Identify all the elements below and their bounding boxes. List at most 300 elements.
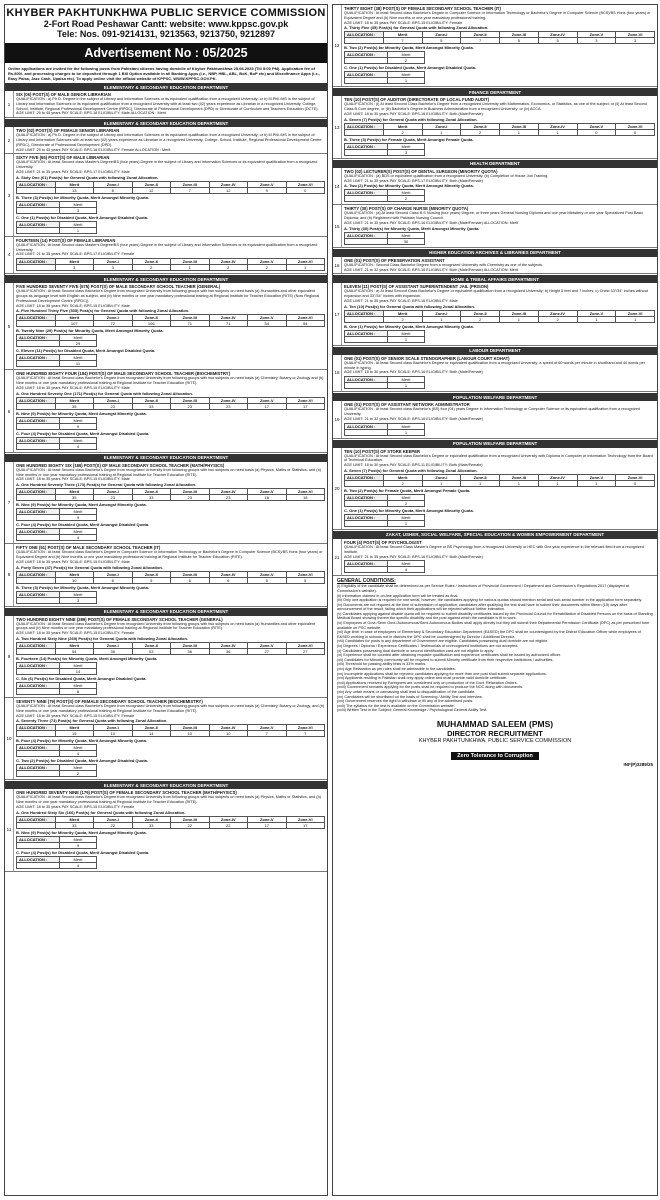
serial-number: 12 [333,5,342,86]
merit-value: 1 [60,227,97,233]
post-section [5,91,327,118]
merit-allocation-table [344,51,425,64]
zone-value: 33 [132,822,171,828]
zone-value: 15 [55,731,94,737]
zone-value: 1 [422,316,461,322]
quota-subheading: C. Four (4) Post(s) for Disabled Quota, Merit Amongst Disabled Quota. [16,849,150,855]
post-section [5,127,327,154]
zone-allocation-table [16,397,325,410]
post-qualification: QUALIFICATION : At least Second class Bachelor's (BS) four (04) years Degree in Information Technology or Computer Science or its equivalent qualification from a recognized University. [344,407,640,416]
blank-cell [345,520,388,526]
zone-header: Zone-II [461,123,500,129]
zone-header: Zone-I [422,474,461,480]
zone-header: Zone-III [500,310,539,316]
blank-cell [17,535,60,541]
post-section [5,544,327,606]
merit-value: 1 [388,336,425,342]
post-section [5,789,327,871]
allocation-label: ALLOCATION : [345,377,388,383]
blank-cell [345,567,388,573]
post-age-limit: AGE LIMIT: 18 to 35 years PAY SCALE: BPS-15 ELIGIBILITY: Male [16,385,130,390]
merit-values-row [17,668,97,674]
allocation-label: ALLOCATION : [345,310,384,316]
commission-phones: Tele: Nos. 091-9214131, 9213563, 9213750, 9212897 [56,29,275,39]
blank-cell [345,383,388,389]
zone-value: 27 [248,648,287,654]
post-age-limit: AGE LIMIT: 18 to 35 years PAY SCALE: BPS-15 ELIGIBILITY: Female [16,631,135,636]
merit-header: Merit [388,52,425,58]
merit-header: Merit [60,591,97,597]
post-body [342,168,657,205]
zone-header: Zone-III [171,642,210,648]
merit-header: Merit [60,662,97,668]
blank-cell [17,403,56,409]
merit-value: 4 [60,862,97,868]
zone-value: 10 [55,577,94,583]
commission-address: 2-Fort Road Peshawar Cantt: website: www.kppsc.gov.pk [43,19,289,29]
merit-header: Merit [388,494,425,500]
post-age-limit: AGE LIMIT: 18 to 35 years PAY SCALE: BPS-15 ELIGIBILITY: Male [16,559,130,564]
allocation-label: ALLOCATION : [17,529,60,535]
blank-cell [17,862,60,868]
quota-subheading: B. Two (2) Post(s) for Female Quota, Merit Amongst Female Quota. [344,487,471,493]
serial-number: 4 [5,237,14,273]
department-header: ELEMENTARY & SECONDARY EDUCATION DEPARTMENT [5,781,327,789]
zone-header: Zone-I [94,725,133,731]
merit-header: Merit [60,335,97,341]
quota-subheading: C. One (1) Post(s) for Disabled Quota, Merit Amongst Disabled Quota. [16,214,149,220]
post-section [333,283,657,345]
post-section [5,698,327,780]
merit-allocation-table [344,71,425,84]
merit-header: Merit [55,397,94,403]
quota-subheading: A. One Hundred Seventy One (171) Post(s) for General Quota with following Zonal Allocation. [16,390,193,396]
zone-value: 2 [132,265,171,271]
allocation-label: ALLOCATION : [345,190,388,196]
merit-values-row [17,443,97,449]
allocation-label: ALLOCATION : [17,745,60,751]
post-qualification: QUALIFICATION : At least Second class Bachelor's Degree from recognized University from following groups with two subjects on need basis (a) Humanities and other equivalent groups and (b) Nine months or one year mandatory professional training at Regional Institute for Teacher Education (RITE). [16,621,316,631]
merit-header: Merit [388,232,425,238]
serial-number: 13 [333,96,342,157]
post-qualification: QUALIFICATION : At least Second Class Master's Degree or BS Psychology from a recognized University or HEC with One year experience in the relevant field from a recognized institute. [344,544,644,554]
post-title: TEN (10) POST(S) OF AUDITOR (DIRECTORATE OF LOCAL FUND AUDIT) [344,97,490,103]
zone-header: Zone-IV [538,474,577,480]
zone-value: 2 [383,480,422,486]
zone-value: 106 [132,321,171,327]
post-section [333,257,657,275]
zone-value: 71 [171,321,210,327]
post-body [14,237,327,273]
post-title: ONE HUNDRED SEVENTY NINE (179) POST(S) OF FEMALE SECONDARY SCHOOL TEACHER (MATH/PHYSICS) [16,790,237,796]
department-header: HOME & TRIBAL AFFAIRS DEPARTMENT [333,275,657,283]
zone-value: 2 [383,316,422,322]
merit-header: Merit [55,181,94,187]
zone-value: 9 [248,187,287,193]
quota-subheading: B. Three (3) Post(s) for Minority Quota, Merit Amongst Minority Quota. [16,194,149,200]
post-title: ONE (01) POST(S) OF SENIOR SCALE STENOGRAPHER (LABOUR COURT KOHAT) [344,355,510,361]
zone-allocation-table [16,571,325,584]
zone-value: 3 [577,38,616,44]
condition-item: (ix) Degrees / Diploma / Experience Certificates / Testimonials of unrecognized institutions are not accepted. [337,644,519,649]
condition-item: (xviii) Government servants applying for the posts shall be required to produce the NOC along with documents. [337,685,524,690]
merit-header: Merit [388,561,425,567]
zone-values-row [345,316,655,322]
post-qualification: QUALIFICATION : At least Second class Bachelor's Degree from recognized University from following groups with two subjects on need basis (a) Physics, Maths or Statistics, and (b) Nine months or one year mandatory professional training at Regional Institute for Teacher Education (RITE). [16,467,321,477]
merit-header: Merit [60,745,97,751]
post-qualification: QUALIFICATION : At least Second class Bachelor's Degree from recognized University from following groups with two subjects on need basis (a) Chemistry, Botany or Zoology, and (b) Nine months or one year mandatory professional training at Regional Institute for Teacher Education (RITE). [16,703,325,713]
zone-value: 54 [286,321,325,327]
department-header: LABOUR DEPARTMENT [333,347,657,355]
right-sections [333,5,657,576]
signatory-name: MUHAMMAD SALEEM (PMS) [436,718,554,729]
quota-subheading: A. Seven (7) Post(s) for General Quota with following Zonal Allocation. [344,467,478,473]
zone-value: 27 [286,648,325,654]
post-body [14,370,327,451]
condition-item: (x) Candidates possessing dual domicile or second identification card are not eligible to apply. [337,648,495,653]
merit-allocation-table [344,514,425,527]
quota-subheading: B. Four (4) Post(s) for Minority Quota, Merit Amongst Minority Quota. [16,738,147,744]
post-title: ONE HUNDRED EIGHTY SIX (186) POST(S) OF MALE SECONDARY SCHOOL TEACHER (MATH/PHYSICS) [16,462,225,468]
allocation-label: ALLOCATION : [345,330,388,336]
post-title: SEVENTY NINE (79) POST(S) OF FEMALE SECONDARY SCHOOL TEACHER (BIOCHEMISTRY) [16,698,203,704]
allocation-label: ALLOCATION : [345,514,388,520]
zone-header: Zone-II [132,725,171,731]
quota-subheading: C. Eleven (11) Post(s) for Disabled Quota, Merit Amongst Disabled Quota. [16,348,156,354]
post-title: TEN (10) POST(S) OF STORE KEEPER [344,448,421,454]
zone-header: Zone-II [132,489,171,495]
zone-values-row [17,495,325,501]
blank-cell [17,842,60,848]
allocation-label: ALLOCATION : [17,509,60,515]
zone-values-row [345,129,655,135]
condition-item: (xxi) Government reserves the right to withdraw or fill any of the advertised posts. [337,699,474,704]
zone-value: 1 [171,265,210,271]
zone-values-row [17,403,325,409]
header [5,5,327,41]
quota-subheading: B. Nine (9) Post(s) for Minority Quota, Merit Amongst Minority Quota. [16,502,147,508]
merit-values-row [17,842,97,848]
blank-cell [17,423,60,429]
merit-values-row [17,688,97,694]
quota-subheading: C. Four (4) Post(s) for Disabled Quota, Merit Amongst Disabled Quota. [16,522,150,528]
zone-header: Zone-III [171,571,210,577]
merit-allocation-table [16,508,97,521]
zone-header: Zone-VI [616,32,655,38]
zone-header: Zone-II [132,816,171,822]
zone-header: Zone-II [461,32,500,38]
zone-header: Zone-III [171,489,210,495]
post-section [333,355,657,392]
merit-allocation-table [16,836,97,849]
allocation-label: ALLOCATION : [17,591,60,597]
post-body [14,91,327,117]
merit-header: Merit [55,489,94,495]
serial-number: 19 [333,401,342,437]
general-conditions-list [337,584,653,713]
merit-values-row [17,227,97,233]
post-body [14,154,327,235]
allocation-label: ALLOCATION : [17,662,60,668]
post-age-limit: AGE LIMIT: 21 to 35 years PAY SCALE: BPS-16 ELIGIBILITY: Both (Male/Female) [344,554,483,559]
zone-header: Zone-I [94,315,133,321]
department-header: HEALTH DEPARTMENT [333,160,657,168]
zone-value: 53 [132,648,171,654]
zone-value: 5 [248,577,287,583]
post-title: TWO (02) POST(S) OF FEMALE SENIOR LIBRARIAN [16,128,120,134]
merit-value: 9 [60,423,97,429]
blank-cell [345,238,388,244]
merit-allocation-table [16,221,97,234]
post-body [342,257,657,274]
merit-values-row [345,149,425,155]
zone-value: 7 [383,38,422,44]
post-body [342,355,657,391]
merit-header: Merit [388,377,425,383]
merit-header: Merit [60,836,97,842]
zone-header: Zone-IV [209,315,248,321]
condition-item: (xxiii) Written Test in the Subject; General Knowledge / Psychological General Ability Test. [337,708,488,713]
zone-header: Zone-III [171,725,210,731]
merit-allocation-table [16,744,97,757]
merit-header: Merit [388,72,425,78]
zone-header: Zone-VI [286,315,325,321]
merit-values-row [345,336,425,342]
blank-cell [17,187,56,193]
zone-value: 18 [286,495,325,501]
blank-cell [345,429,388,435]
quota-subheading: B. Three (3) Post(s) for Minority Quota, Merit Amongst Minority Quota. [16,584,149,590]
quota-subheading: B. One (1) Post(s) for Minority Quota, Merit Amongst Minority Quota. [344,323,474,329]
zone-value: 2 [461,316,500,322]
merit-value: 3 [60,597,97,603]
quota-subheading: B. Three (3) Post(s) for Female Quota, Merit Amongst Female Quota. [344,136,474,142]
zone-header: Zone-V [248,315,287,321]
post-title: SIXTY FIVE (65) POST(S) OF MALE LIBRARIAN [16,155,110,161]
post-qualification: QUALIFICATION : At least Second class Master's Degree/BS (four years) Degree in the subject of Library and Information Sciences or its equivalent qualification from a recognized University. [16,160,318,170]
merit-value: 11 [60,361,97,367]
condition-item: (xii) Candidates for Minority community will be required to submit Minority certificate from their respective institutions / authorities. [337,657,554,662]
zone-header: Zone-I [94,489,133,495]
merit-value: 1 [388,520,425,526]
condition-item: (ii) Information claimed in on-line application form will be treated as final. [337,593,459,598]
condition-item: (xxii) The syllabus for the test is available on the Commission website. [337,703,455,708]
zone-header: Zone-V [248,397,287,403]
blank-cell [17,495,56,501]
post-age-limit: AGE LIMIT: 18 to 35 years PAY SCALE: BPS-15 ELIGIBILITY: Female [344,20,463,25]
merit-header: Merit [55,725,94,731]
zone-header: Zone-IV [209,259,248,265]
zone-header: Zone-IV [538,123,577,129]
merit-header: Merit [60,437,97,443]
condition-item: (xvii) Applications received by Foreigners are considered only on production of the Govt. Relaxation Orders. [337,680,518,685]
merit-header: Merit [55,642,94,648]
merit-values-row [345,78,425,84]
condition-item: (vi) Employees of Govt./Semi Govt./Autonomous/Semi Autonomous Bodies shall apply directly but they will submit their Departmental Permission Certificate (DPC) as per prescribed form available on PSC website. [337,621,650,630]
merit-header: Merit [55,571,94,577]
post-age-limit: AGE LIMIT: 21 to 32 years PAY SCALE: BPS-16 ELIGIBILITY: Both (Male/Female) ALLOCATION: Merit [344,267,519,272]
zone-allocation-table [344,31,655,44]
serial-number: 5 [5,283,14,369]
serial-number: 16 [333,257,342,274]
zone-header: Zone-IV [209,571,248,577]
blank-cell [345,500,388,506]
post-title: ELEVEN (11) POST(S) OF ASSISTANT SUPERINTENDENT JAIL (PRISON) [344,284,489,290]
condition-item: (vii) Age limit: in case of employees of Elementary & Secondary Education Department (E&SED) the DPC shall be countersigned by the District Education Officer while employees of E&SED working in schools not in districts the DPC shall be countersigned by Director / Additional Director. [337,630,641,639]
quota-subheading: A. Forty Seven (47) Post(s) for General Quota with following Zonal Allocation. [16,564,163,570]
merit-values-row [17,361,97,367]
condition-item: (xix) Any unfair means or canvassing shall lead to disqualification of the candidate. [337,689,476,694]
zone-header: Zone-VI [616,310,655,316]
advertisement-number: Advertisement No : 05/2025 [5,43,327,63]
blank-cell [17,265,56,271]
post-section [5,370,327,452]
merit-header: Merit [60,765,97,771]
serial-number: 8 [5,544,14,605]
post-age-limit: AGE LIMIT: 21 to 35 years PAY SCALE: BPS-17 ELIGIBILITY: Male [16,169,130,174]
post-qualification: QUALIFICATION : At least Second class Master's Degree/BS (four years) Degree in the subject of Library and Information Sciences or its equivalent qualification from a recognized University. [16,242,318,252]
serial-number: 2 [5,127,14,153]
merit-header: Merit [388,514,425,520]
merit-header: Merit [55,816,94,822]
post-title: TWO HUNDRED EIGHTY NINE (289) POST(S) OF FEMALE SECONDARY SCHOOL TEACHER (GENERAL) [16,616,223,622]
merit-value: 3 [388,149,425,155]
allocation-label: ALLOCATION : [345,232,388,238]
post-title: FOUR (4) POST(S) OF PSYCHOLOGIST [344,539,422,545]
zone-header: Zone-V [577,123,616,129]
quota-subheading: B. Twenty Nine (29) Post(s) for Minority Quota, Merit Amongst Minority Quota. [16,328,164,334]
zone-value: 14 [132,731,171,737]
zone-value: 1 [422,480,461,486]
merit-header: Merit [388,190,425,196]
zone-header: Zone-II [132,315,171,321]
merit-values-row [17,751,97,757]
merit-values-row [345,500,425,506]
allocation-label: ALLOCATION : [345,474,384,480]
merit-values-row [17,341,97,347]
zone-header: Zone-IV [209,397,248,403]
merit-header: Merit [55,315,94,321]
zone-value: 2 [461,129,500,135]
department-header: ZAKAT, USHER, SOCIAL WELFARE, SPECIAL EDUCATION & WOMEN EMPOWERMENT DEPARTMENT [333,531,657,539]
zone-header: Zone-III [171,259,210,265]
post-age-limit: AGE LIMIT: 18 to 30 years PAY SCALE: BPS-16 ELIGIBILITY: Both (Male/Female) [344,111,483,116]
post-body [14,698,327,779]
zone-value: 36 [94,648,133,654]
allocation-label: ALLOCATION : [345,123,384,129]
zone-value: 23 [94,495,133,501]
zone-value: 2 [248,265,287,271]
quota-subheading: C. Six (6) Post(s) for Disabled Quota, Merit Amongst Disabled Quota. [16,675,147,681]
merit-values-row [345,196,425,202]
zone-value: 6 [171,577,210,583]
merit-values-row [17,515,97,521]
zone-header: Zone-II [132,571,171,577]
merit-header: Merit [383,32,422,38]
blank-cell [17,341,60,347]
zone-header: Zone-I [422,123,461,129]
zone-value: 35 [55,403,94,409]
zone-header: Zone-I [94,571,133,577]
quota-subheading: C. One (1) Post(s) for Disabled Quota, Merit Amongst Disabled Quota. [344,65,477,71]
allocation-label: ALLOCATION : [17,856,60,862]
department-header: ELEMENTARY & SECONDARY EDUCATION DEPARTMENT [5,275,327,283]
merit-value: 3 [60,207,97,213]
department-header: POPULATION WELFARE DEPARTMENT [333,440,657,448]
merit-value: 30 [388,238,425,244]
zone-header: Zone-VI [616,474,655,480]
allocation-label: ALLOCATION : [17,335,60,341]
merit-allocation-table [344,560,425,573]
zone-value: 7 [286,731,325,737]
merit-allocation-table [16,201,97,214]
zone-value: 7 [171,187,210,193]
department-header: HIGHER EDUCATION ARCHIVES & LIBRARIES DEPARTMENT [333,249,657,257]
merit-header: Merit [60,355,97,361]
post-body [342,96,657,157]
zone-header: Zone-IV [209,725,248,731]
zone-value: 0 [616,480,655,486]
zone-header: Zone-V [248,725,287,731]
post-body [342,283,657,344]
quota-subheading: C. One (1) Post(s) for Minority Quota, Merit Amongst Minority Quota. [344,507,474,513]
merit-allocation-table [344,494,425,507]
condition-item: (iv) Documents are not required at the time of submission of application; candidates after qualifying the test shall have to submit their documents within fifteen (15) days after announcement of the result, failing which their applications will be rejected without further intimation. [337,602,627,612]
allocation-label: ALLOCATION : [17,765,60,771]
merit-value: 2 [388,196,425,202]
merit-values-row [345,567,425,573]
blank-cell [17,577,56,583]
allocation-label: ALLOCATION : [17,682,60,688]
merit-allocation-table [16,764,97,777]
zone-header: Zone-VI [286,642,325,648]
serial-number: 20 [333,448,342,529]
serial-number: 6 [5,370,14,451]
allocation-label: ALLOCATION : [345,561,388,567]
zone-header: Zone-II [132,397,171,403]
zone-header: Zone-IV [209,489,248,495]
merit-header: Merit [388,143,425,149]
merit-header: Merit [388,423,425,429]
zone-value: 5 [500,38,539,44]
blank-cell [17,648,56,654]
post-body [14,789,327,870]
post-age-limit: AGE LIMIT: 25 to 45 years PAY SCALE: BPS-18 ELIGIBILITY: Male ALLOCATION : Merit [16,111,166,116]
allocation-label: ALLOCATION : [345,423,388,429]
post-age-limit: AGE LIMIT: 21 to 35 years PAY SCALE: BPS-16 ELIGIBILITY: Male [344,298,458,303]
post-age-limit: AGE LIMIT: 18 to 35 years PAY SCALE: BPS-15 ELIGIBILITY: Male [16,303,130,308]
zone-value: 22 [171,822,210,828]
zone-value: 23 [209,495,248,501]
post-section [333,168,657,206]
blank-cell [17,668,60,674]
quota-subheading: B. Nine (9) Post(s) for Minority Quota, Merit Amongst Minority Quota. [16,410,147,416]
zone-header: Zone-I [94,181,133,187]
blank-cell [345,316,384,322]
post-qualification: QUALIFICATION : a) Ph.D. Degree in the subject of Library and Information Sciences or its equivalent qualification from a recognized University; or b) M.Phil./MS in the subject of Library and Information Sciences with at least two (02) years experience as Librarian in a recognized University, College, School, Institute, Regional Professional Development Centre (RPDC), Directorate of Professional Development (DPD). [16,133,322,147]
blank-cell [345,58,388,64]
serial-number: 1 [5,91,14,117]
merit-value: 2 [388,58,425,64]
allocation-label: ALLOCATION : [345,52,388,58]
merit-values-row [17,207,97,213]
blank-cell [17,227,60,233]
post-section [5,237,327,274]
zone-header: Zone-II [132,259,171,265]
allocation-label: ALLOCATION : [17,642,56,648]
post-title: TWO (02) LECTURER(S) POST(S) OF DENTAL SURGEON (MINORITY QUOTA) [344,168,498,174]
allocation-label: ALLOCATION : [17,315,56,321]
